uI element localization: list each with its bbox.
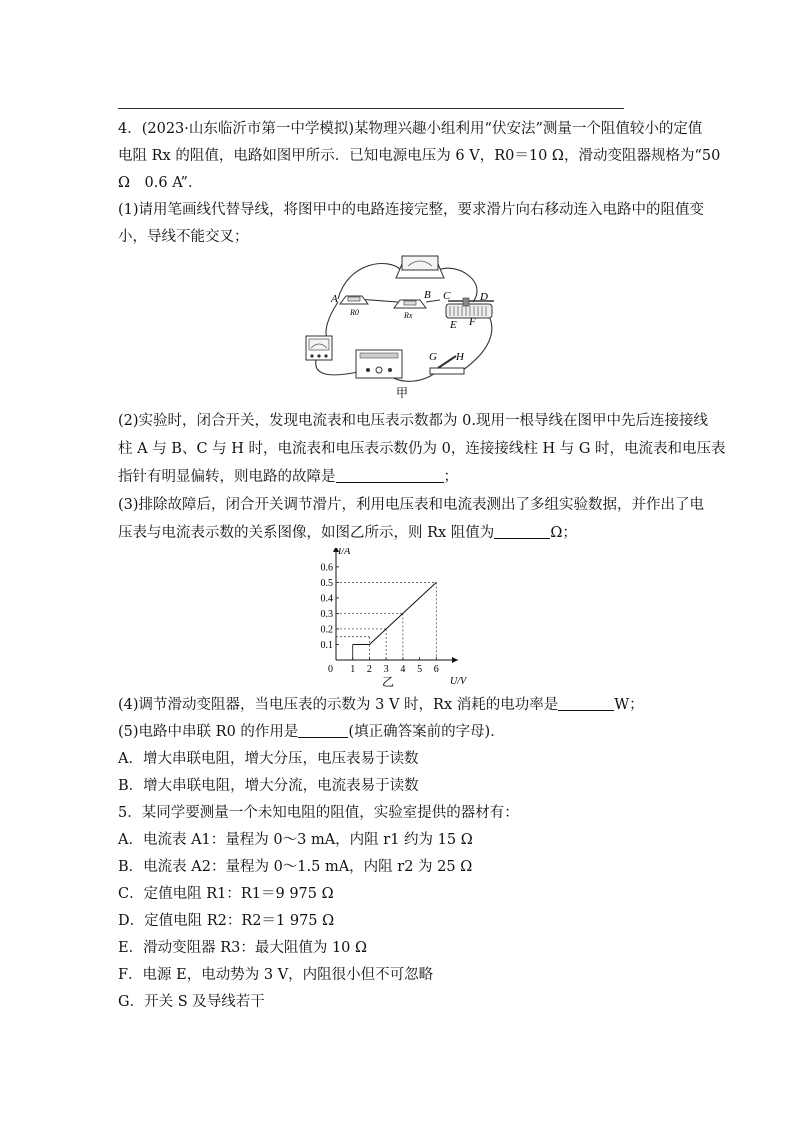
q4-part5-text: (5)电路中串联 R0 的作用是 [118,724,299,740]
y-tick-label: 0.6 [320,562,333,574]
q4-part5-line [118,723,505,741]
x-tick-label: 3 [383,664,389,675]
label-d: D [480,291,488,303]
q4-option-b: B．增大串联电阻，增大分流，电流表易于读数 [118,778,419,794]
q4-line-2: 电阻 Rx 的阻值，电路如图甲所示．已知电源电压为 6 V，R0＝10 Ω，滑动变阻器规格为“50 [118,148,721,164]
answer-blank-fault[interactable] [336,468,444,483]
label-f: F [469,316,476,328]
q4-part3-line-2 [118,524,577,542]
q4-option-a: A．增大串联电阻，增大分压，电压表易于读数 [118,751,419,767]
q4-part4-line [118,696,644,714]
label-a: A [331,293,338,305]
y-tick-label: 0.3 [320,608,333,620]
q5-item-f: F．电源 E，电动势为 3 V，内阻很小但不可忽略 [118,967,434,983]
answer-blank-power[interactable] [558,696,614,711]
x-tick-label: 4 [400,664,406,675]
origin-label: 0 [328,664,333,675]
figure-caption-yi: 乙 [381,675,395,688]
q4-part3-end: Ω； [550,525,577,541]
x-tick-label: 6 [433,664,439,675]
q4-part4-end: W； [614,697,644,713]
ammeter [306,336,332,360]
voltmeter [396,256,444,278]
q5-item-b: B．电流表 A2：量程为 0～1.5 mA，内阻 r2 为 25 Ω [118,859,473,875]
figure-caption-jia: 甲 [396,386,409,400]
q4-line-3: Ω 0.6 A”． [118,175,203,191]
q5-item-d: D．定值电阻 R2：R2＝1 975 Ω [118,913,335,929]
q5-stem: 5．某同学要测量一个未知电阻的阻值，实验室提供的器材有： [118,805,519,821]
q5-item-c: C．定值电阻 R1：R1＝9 975 Ω [118,886,334,902]
q4-part2-line-1: (2)实验时，闭合开关，发现电流表和电压表示数都为 0.现用一根导线在图甲中先后连接接线 [118,413,708,429]
q4-part1-line-2: 小，导线不能交叉； [118,229,249,245]
resistor-rx [394,300,426,308]
y-tick-label: 0.2 [320,624,333,636]
x-tick-label: 5 [417,664,423,675]
q4-part4-text: (4)调节滑动变阻器，当电压表的示数为 3 V 时，Rx 消耗的电功率是 [118,697,559,713]
q4-part2-line-2: 柱 A 与 B、C 与 H 时，电流表和电压表示数仍为 0，连接接线柱 H 与 G 时，电流表和电压表 [118,441,726,457]
q5-item-a: A．电流表 A1：量程为 0～3 mA，内阻 r1 约为 15 Ω [118,832,473,848]
x-axis-label: U/V [450,676,467,687]
label-b: B [424,289,431,301]
q4-part2-text: 指针有明显偏转，则电路的故障是 [118,469,336,485]
label-rx: Rx [404,311,413,320]
q5-item-e: E．滑动变阻器 R3：最大阻值为 10 Ω [118,940,368,956]
q4-part2-line-3 [118,468,458,486]
answer-blank-resistance[interactable] [494,524,550,539]
q4-part2-end: ； [443,469,458,485]
label-g: G [429,351,437,363]
iu-graph-yi [300,548,485,688]
label-h: H [456,351,464,363]
resistor-r0 [340,296,368,304]
circuit-figure-jia [298,252,508,402]
q4-part3-text: 压表与电流表示数的关系图像，如图乙所示，则 Rx 阻值为 [118,525,495,541]
label-e: E [450,319,457,331]
q4-line-1: 4．(2023·山东临沂市第一中学模拟)某物理兴趣小组利用“伏安法”测量一个阻值较小的定值 [118,121,703,137]
q4-part5-end: (填正确答案前的字母)． [348,724,505,740]
x-tick-label: 2 [366,664,372,675]
y-tick-label: 0.4 [320,593,333,605]
x-axis-arrow [452,657,458,663]
label-r0: R0 [350,308,359,317]
x-tick-label: 1 [350,664,356,675]
answer-blank-r0-role[interactable] [298,723,348,738]
y-tick-label: 0.5 [320,577,333,589]
q5-item-g: G．开关 S 及导线若干 [118,994,265,1010]
q4-part1-line-1: (1)请用笔画线代替导线，将图甲中的电路连接完整，要求滑片向右移动连入电路中的阻值变 [118,202,705,218]
y-axis-label: I/A [338,548,351,557]
label-c: C [443,290,451,302]
q4-part3-line-1: (3)排除故障后，闭合开关调节滑片，利用电压表和电流表测出了多组实验数据，并作出了电 [118,497,705,513]
header-rule [118,108,624,109]
power-supply [356,350,402,378]
y-tick-label: 0.1 [320,639,333,651]
